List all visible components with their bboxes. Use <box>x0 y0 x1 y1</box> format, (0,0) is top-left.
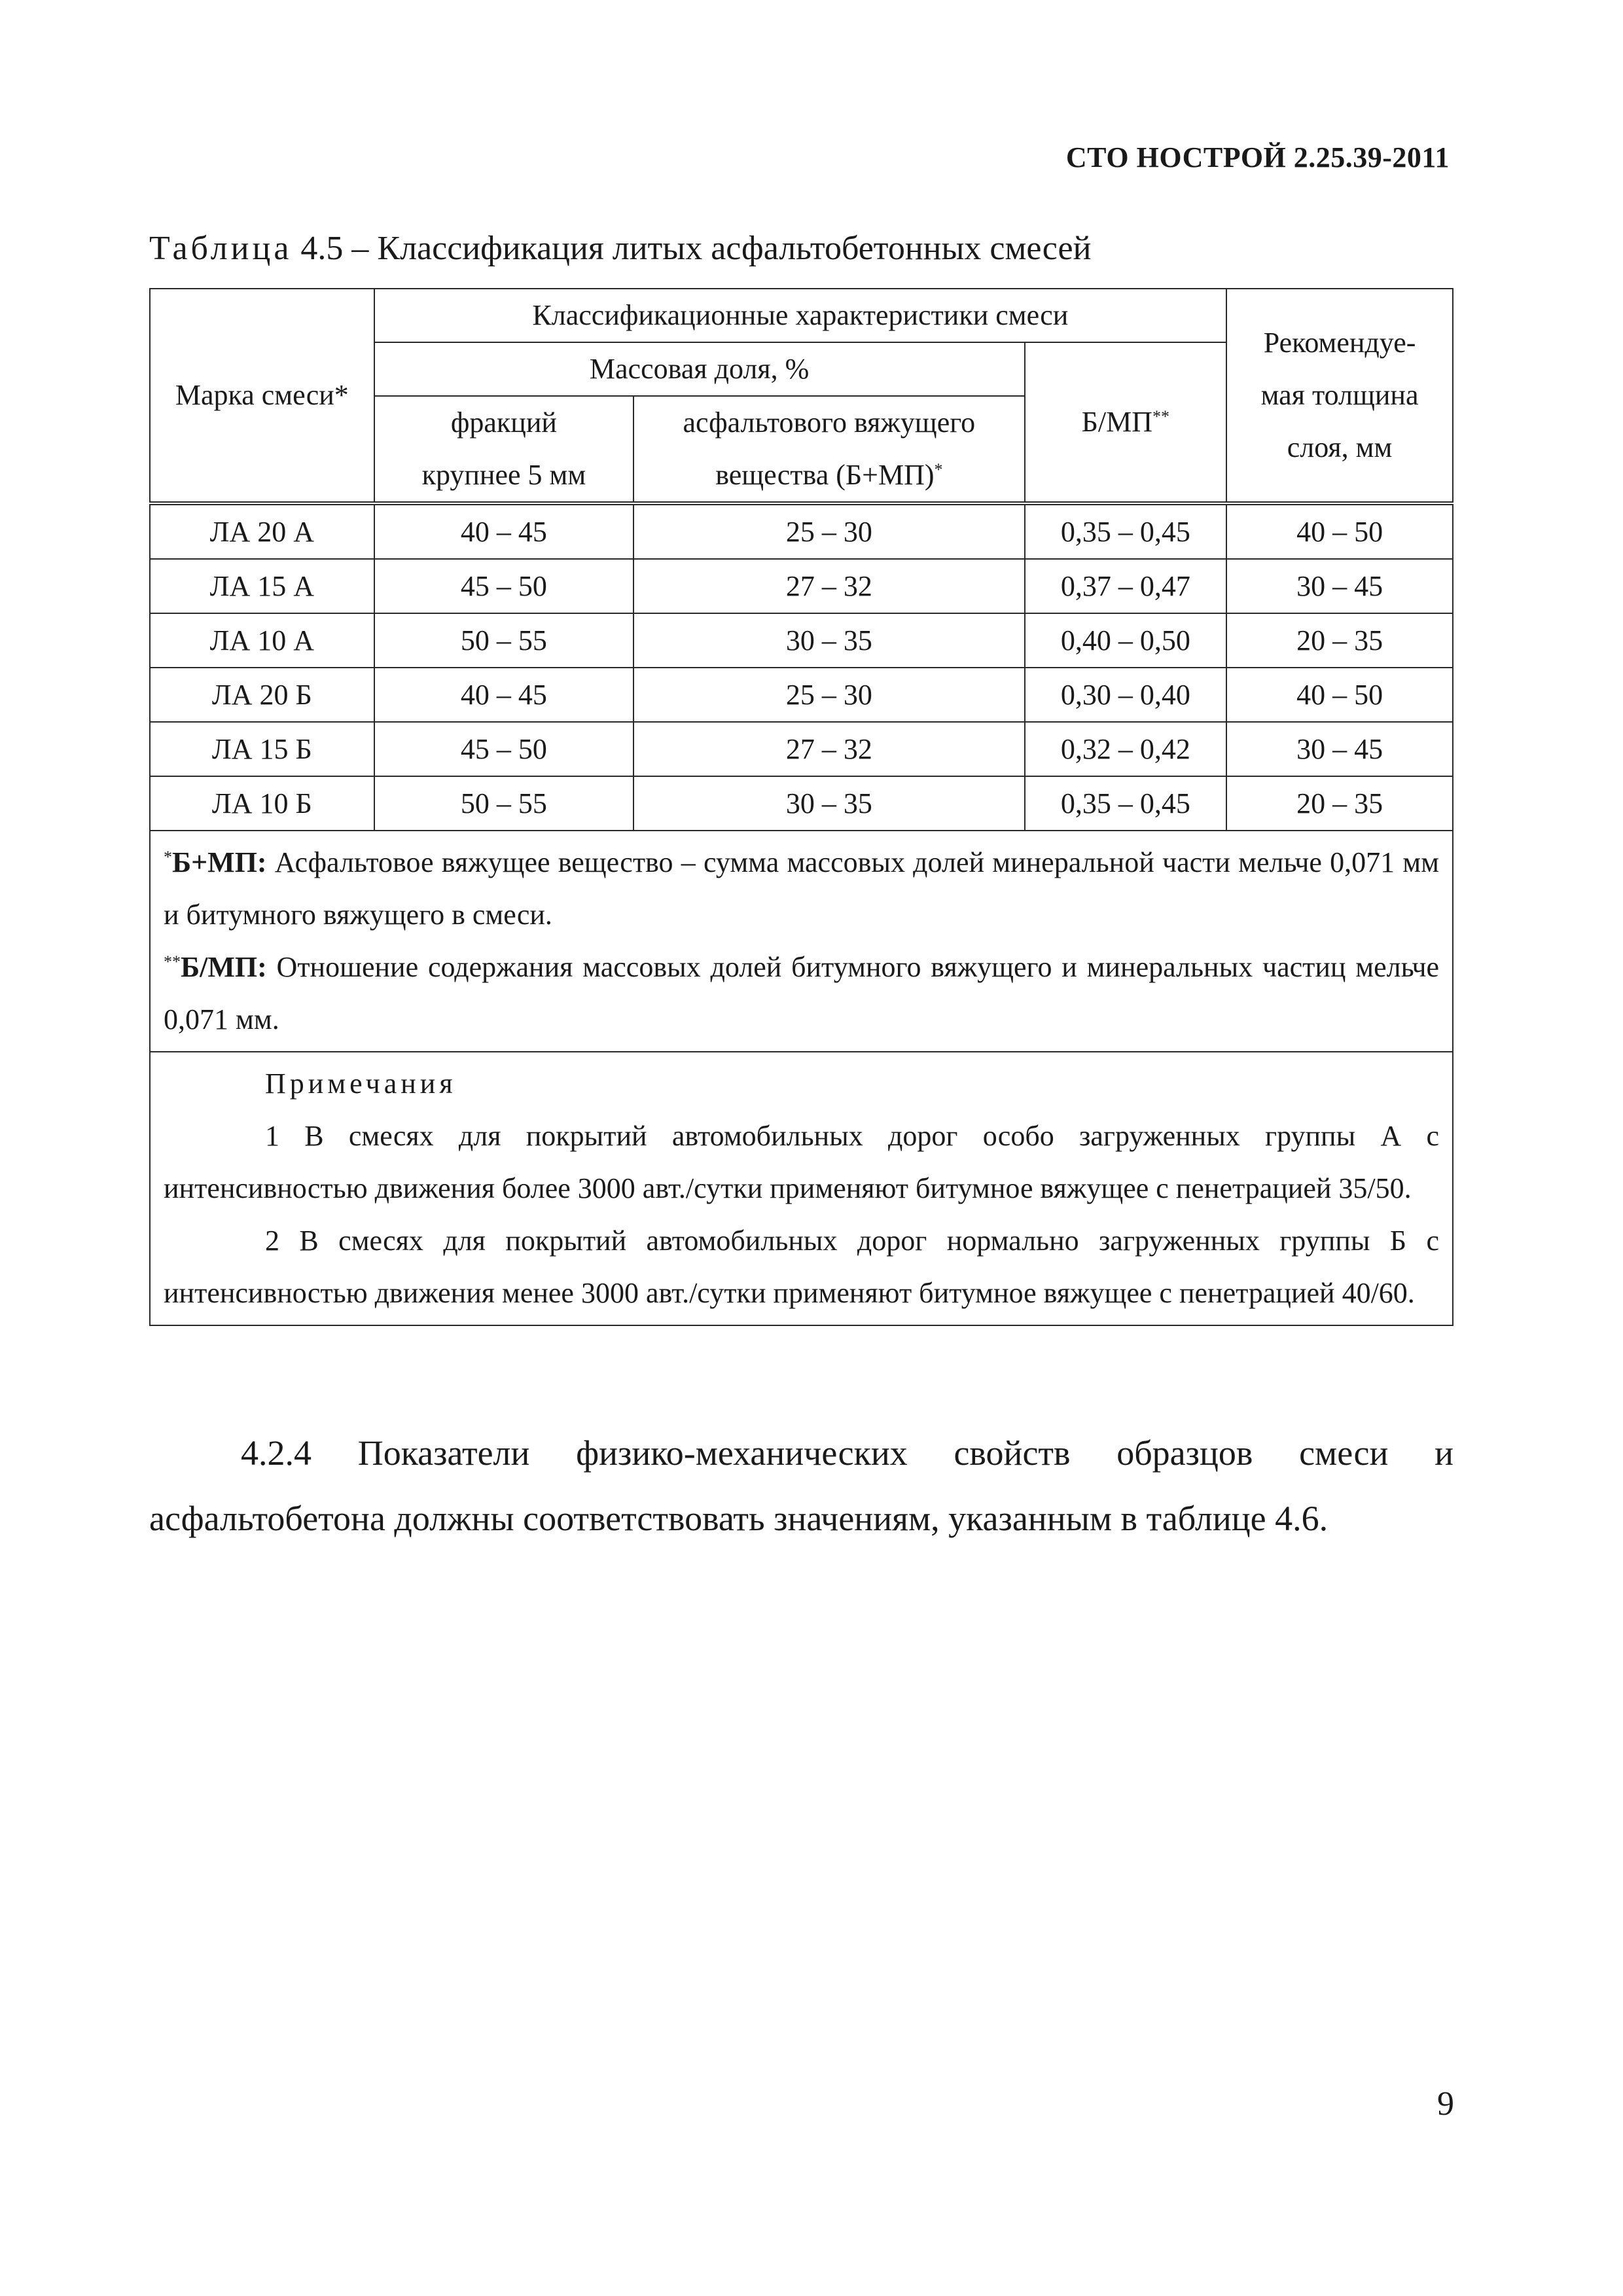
footnote-2-text: Отношение содержания массовых долей битумного вяжущего и минеральных частиц мельче 0,071 мм. <box>164 951 1439 1035</box>
cell-thickness: 40 – 50 <box>1226 668 1453 722</box>
table-row <box>150 503 1453 559</box>
cell-ratio: 0,40 – 0,50 <box>1025 613 1227 668</box>
cell-ratio: 0,35 – 0,45 <box>1025 503 1227 559</box>
body-paragraph: 4.2.4 Показатели физико-механических свойств образцов смеси и асфальтобетона должны соответствовать значениям, указанным в таблице 4.6. <box>149 1433 1454 1538</box>
group-header: Классификационные характеристики смеси <box>374 289 1227 342</box>
cell-thickness: 30 – 45 <box>1226 559 1453 613</box>
footnote-1-term: Б+МП: <box>172 846 267 878</box>
col-header-binder-line2 <box>633 449 1024 503</box>
cell-ratio: 0,30 – 0,40 <box>1025 668 1227 722</box>
table-row <box>150 668 1453 722</box>
cell-binder: 30 – 35 <box>633 613 1024 668</box>
thickness-line-2: мая толщина <box>1260 379 1419 411</box>
cell-fraction: 45 – 50 <box>374 722 634 776</box>
col-header-mark: Марка смеси* <box>150 289 374 503</box>
cell-thickness: 20 – 35 <box>1226 613 1453 668</box>
thickness-line-3: слоя, мм <box>1287 431 1393 463</box>
cell-fraction: 50 – 55 <box>374 613 634 668</box>
cell-binder: 30 – 35 <box>633 776 1024 831</box>
notes-cell <box>150 1052 1453 1325</box>
cell-mark: ЛА 10 А <box>150 613 374 668</box>
cell-binder: 27 – 32 <box>633 559 1024 613</box>
table-caption <box>149 229 1091 268</box>
footnote-1-sup: * <box>164 848 172 867</box>
cell-mark: ЛА 20 А <box>150 503 374 559</box>
table-row <box>150 613 1453 668</box>
col-header-fraction-line2: крупнее 5 мм <box>374 449 634 503</box>
cell-fraction: 40 – 45 <box>374 503 634 559</box>
sub-header-mass: Массовая доля, % <box>374 342 1025 396</box>
cell-mark: ЛА 20 Б <box>150 668 374 722</box>
notes-title: Примечания <box>265 1067 457 1100</box>
table-row <box>150 722 1453 776</box>
table-row <box>150 776 1453 831</box>
cell-thickness: 20 – 35 <box>1226 776 1453 831</box>
binder-label-2: вещества (Б+МП) <box>715 459 935 491</box>
footnote-2 <box>164 941 1439 1046</box>
cell-fraction: 45 – 50 <box>374 559 634 613</box>
page-number: 9 <box>1437 2085 1454 2123</box>
cell-thickness: 30 – 45 <box>1226 722 1453 776</box>
cell-thickness: 40 – 50 <box>1226 503 1453 559</box>
ratio-label: Б/МП <box>1081 406 1153 438</box>
footnote-2-sup: ** <box>164 952 181 971</box>
cell-binder: 25 – 30 <box>633 668 1024 722</box>
cell-ratio: 0,37 – 0,47 <box>1025 559 1227 613</box>
cell-mark: ЛА 15 Б <box>150 722 374 776</box>
document-code: СТО НОСТРОЙ 2.25.39-2011 <box>1065 141 1450 173</box>
caption-label: Таблица <box>149 230 293 267</box>
col-header-binder-line1: асфальтового вяжущего <box>633 396 1024 449</box>
footnote-1 <box>164 836 1439 941</box>
col-header-ratio <box>1025 342 1227 503</box>
note-1: 1 В смесях для покрытий автомобильных дорог особо загруженных группы А с интенсивностью движения более 3000 авт./сутки применяют битумное вяжущее с пенетрацией 35/50. <box>164 1120 1439 1204</box>
note-2: 2 В смесях для покрытий автомобильных дорог нормально загруженных группы Б с интенсивностью движения менее 3000 авт./сутки применяют битумное вяжущее с пенетрацией 40/60. <box>164 1225 1439 1309</box>
caption-text: 4.5 – Классификация литых асфальтобетонных смесей <box>292 230 1092 267</box>
cell-ratio: 0,35 – 0,45 <box>1025 776 1227 831</box>
cell-mark: ЛА 15 А <box>150 559 374 613</box>
footnote-1-text: Асфальтовое вяжущее вещество – сумма массовых долей минеральной части мельче 0,071 мм и битумного вяжущего в смеси. <box>164 846 1439 931</box>
table-row <box>150 559 1453 613</box>
cell-fraction: 50 – 55 <box>374 776 634 831</box>
cell-binder: 27 – 32 <box>633 722 1024 776</box>
ratio-sup: ** <box>1152 407 1170 426</box>
cell-mark: ЛА 10 Б <box>150 776 374 831</box>
cell-fraction: 40 – 45 <box>374 668 634 722</box>
cell-ratio: 0,32 – 0,42 <box>1025 722 1227 776</box>
col-header-thickness <box>1226 289 1453 503</box>
binder-sup: * <box>934 460 943 479</box>
footnote-2-term: Б/МП: <box>181 951 267 983</box>
footnotes-cell <box>150 831 1453 1052</box>
thickness-line-1: Рекомендуе- <box>1263 327 1416 359</box>
classification-table <box>149 288 1454 1326</box>
col-header-fraction-line1: фракций <box>374 396 634 449</box>
cell-binder: 25 – 30 <box>633 503 1024 559</box>
